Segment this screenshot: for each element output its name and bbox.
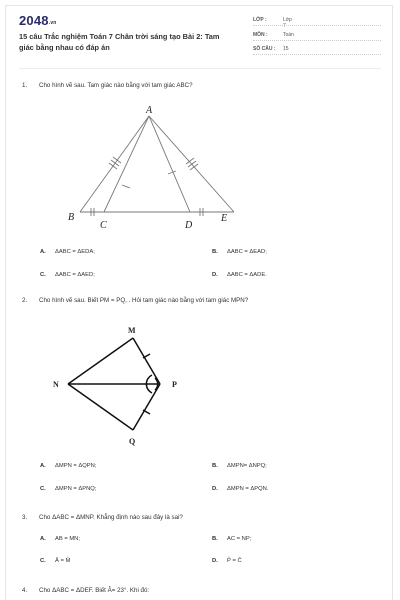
label-n: N	[53, 380, 59, 389]
label-q: Q	[129, 437, 136, 446]
label-c: C	[100, 220, 107, 231]
label-d: D	[185, 220, 193, 231]
label-e: E	[221, 213, 228, 224]
document-title: 15 câu Trắc nghiệm Toán 7 Chân trời sáng tạo Bài 2: Tam giác bằng nhau có đáp án	[19, 32, 220, 52]
label-b: B	[68, 212, 75, 223]
figure-question-1	[60, 100, 250, 235]
label-m: M	[128, 326, 136, 335]
label-p: P	[172, 380, 177, 389]
header-divider	[19, 68, 381, 69]
site-logo[interactable]: 2048.vn	[19, 13, 57, 28]
figure-question-2	[45, 320, 195, 450]
label-a: A	[146, 105, 153, 116]
